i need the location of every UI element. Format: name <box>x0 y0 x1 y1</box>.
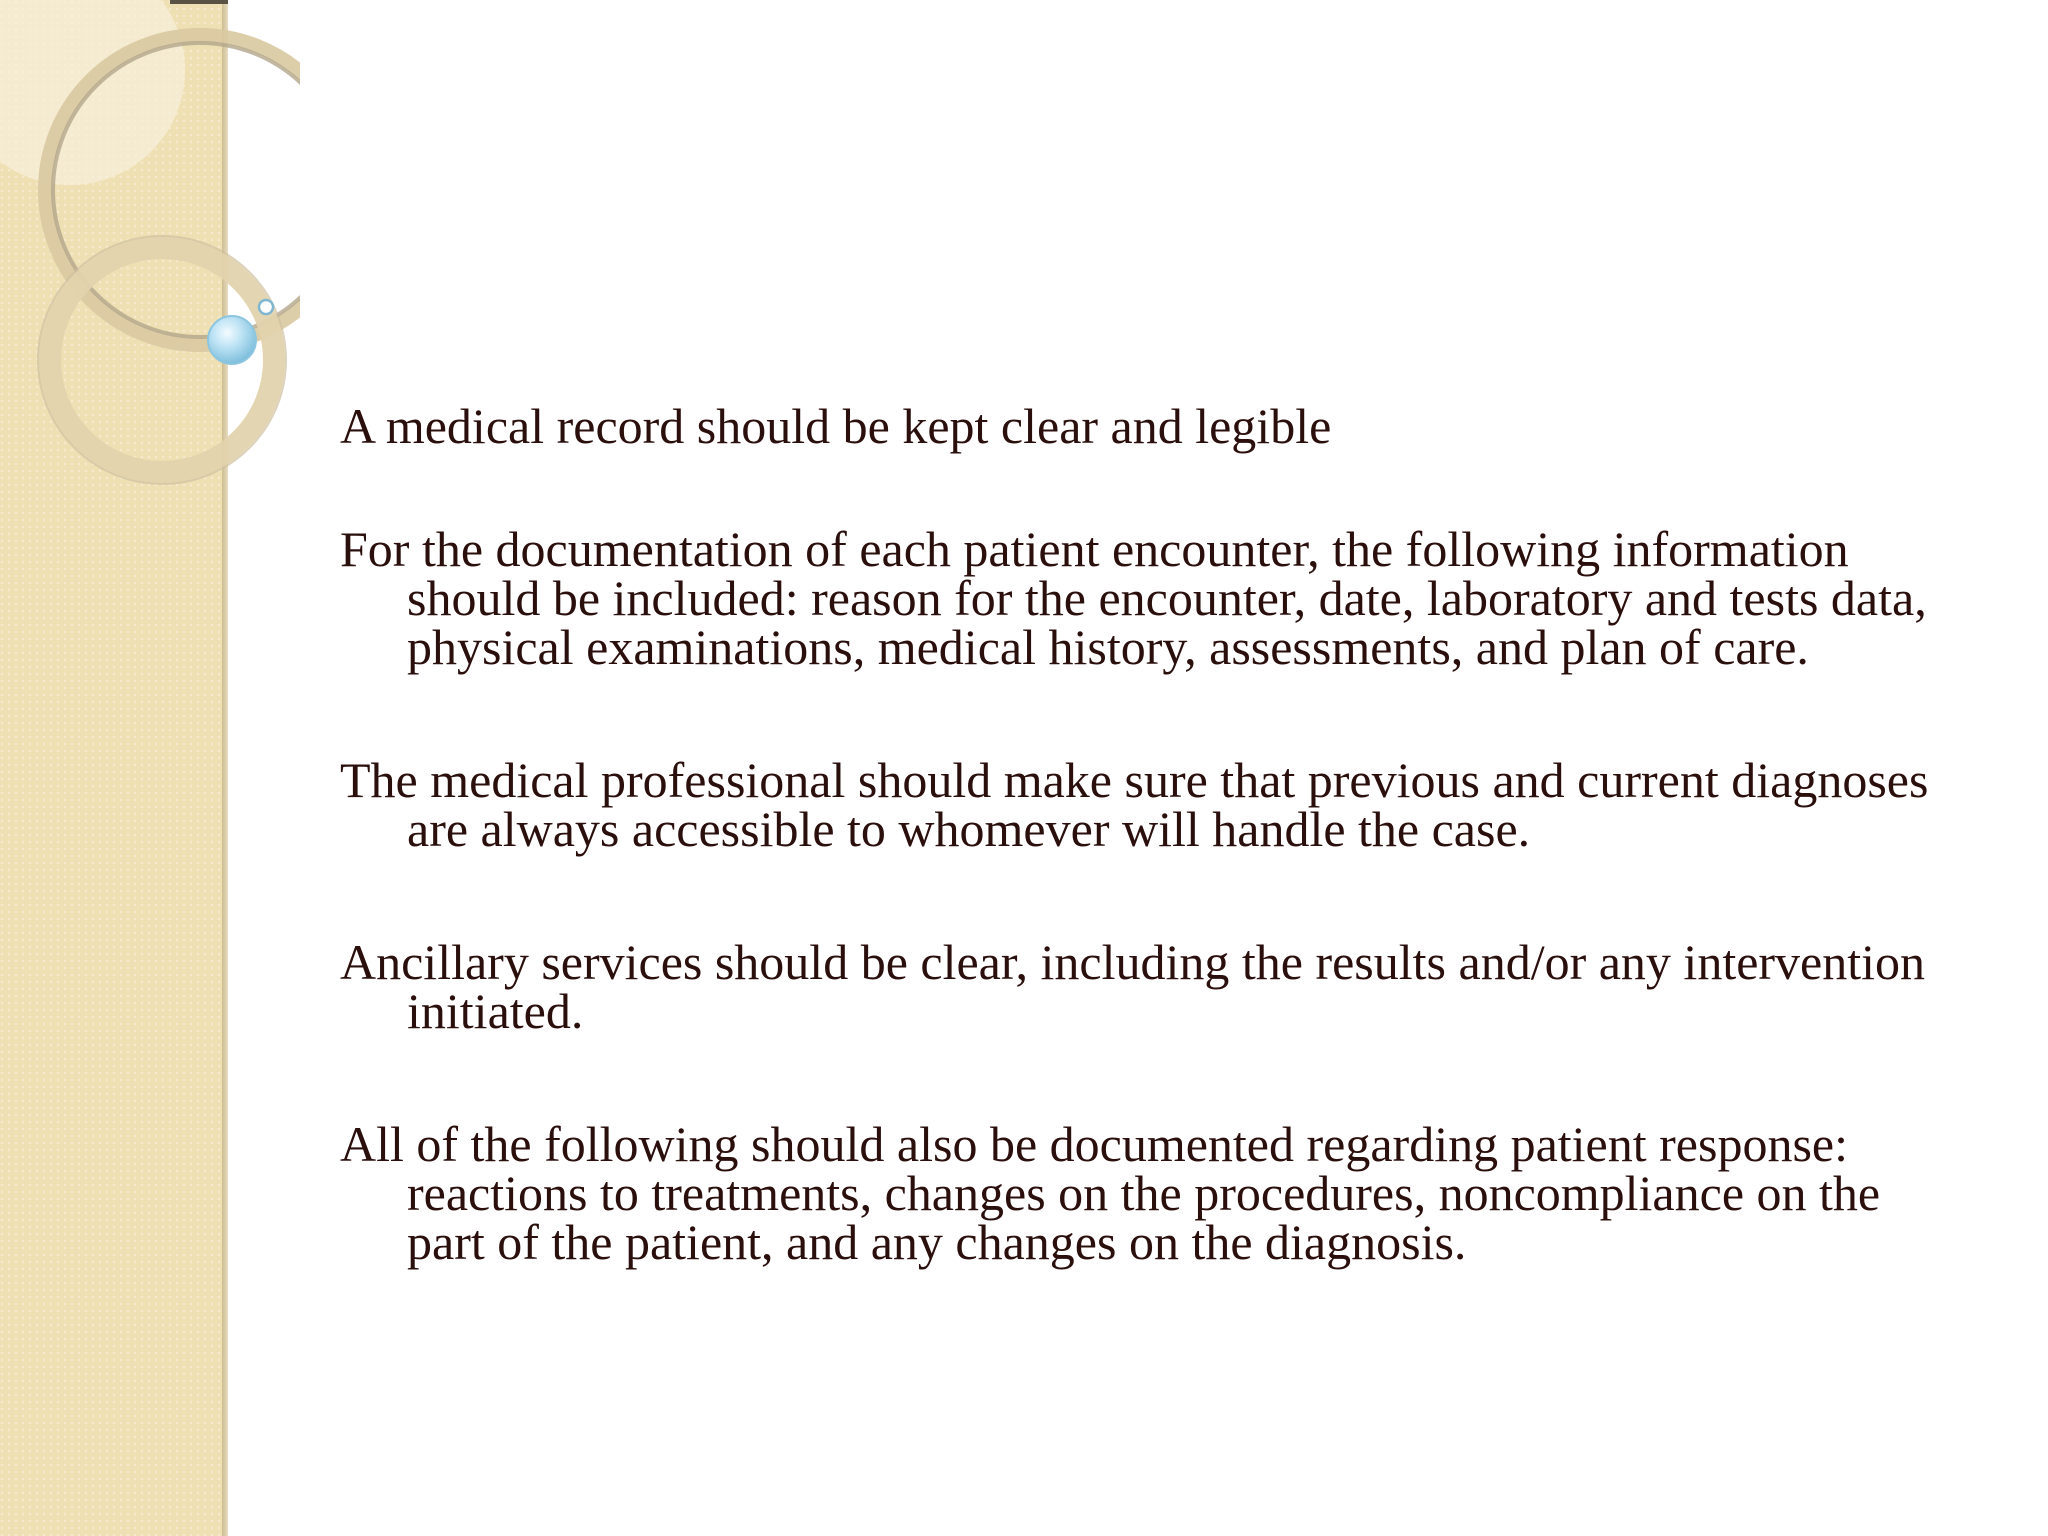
bullet-text-4: Ancillary services should be clear, including the results and/or any intervention initiated. <box>340 934 1926 1039</box>
bullet-text-1: A medical record should be kept clear and legible <box>340 398 1332 454</box>
bullet-text-5: All of the following should also be documented regarding patient response: reactions to treatments, changes on the procedures, noncompliance on the part of the patient, and any changes on the diagnosis. <box>340 1116 1881 1270</box>
blue-bubble-shape <box>208 316 256 364</box>
bullet-text-3: The medical professional should make sure that previous and current diagnoses are always accessible to whomever will handle the case. <box>340 752 1929 857</box>
bullet-text-2: For the documentation of each patient encounter, the following information should be included: reason for the encounter, date, laboratory and tests data, physical examinations, medical history, assessments, and plan of care. <box>340 521 1927 675</box>
slide-content <box>340 398 1930 1270</box>
tiny-bubble-shape <box>259 300 273 314</box>
decorative-rings <box>0 0 300 520</box>
